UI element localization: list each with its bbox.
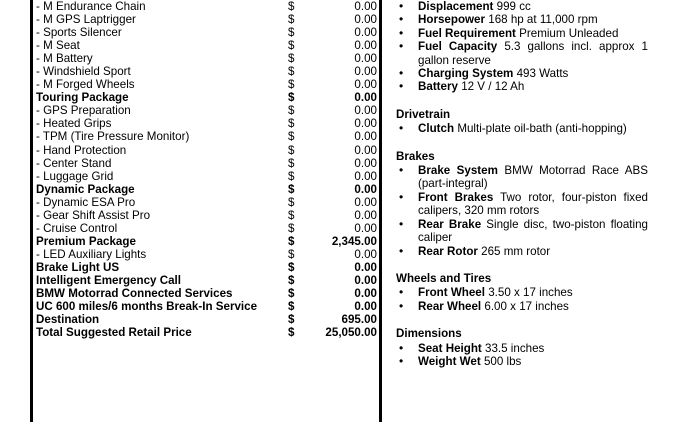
spec-value: BMW Motorrad Race ABS (part-integral)	[418, 164, 648, 191]
price-row	[36, 300, 378, 313]
bullet-icon: •	[399, 39, 404, 54]
spec-item	[396, 286, 648, 299]
item-name: Dynamic Package	[36, 182, 135, 196]
spec-item	[396, 40, 648, 67]
item-name: UC 600 miles/6 months Break-In Service	[36, 300, 258, 314]
spec-label: Battery	[418, 80, 458, 94]
spec-item	[396, 191, 648, 218]
item-amount: 0.00	[354, 273, 377, 287]
spec-label: Fuel Capacity	[418, 40, 498, 54]
price-row	[36, 222, 378, 235]
spec-value: 3.50 x 17 inches	[488, 286, 573, 300]
spec-item	[396, 122, 648, 135]
item-name: - GPS Preparation	[36, 104, 131, 118]
bullet-icon: •	[399, 340, 404, 355]
item-amount: 0.00	[354, 247, 377, 261]
spec-value: 168 hp at 11,000 rpm	[488, 13, 598, 27]
bullet-icon: •	[399, 12, 404, 27]
spec-value: Single disc, two-piston floating caliper	[418, 217, 648, 245]
item-name: - TPM (Tire Pressure Monitor)	[36, 130, 190, 144]
item-name: Intelligent Emergency Call	[36, 273, 181, 287]
currency-symbol: $	[288, 221, 295, 235]
item-amount: 0.00	[354, 104, 377, 118]
bullet-icon: •	[399, 79, 404, 94]
item-amount: 0.00	[354, 287, 377, 301]
spec-item	[396, 67, 648, 80]
spec-value: 12 V / 12 Ah	[461, 80, 525, 94]
spec-label: Weight Wet	[418, 354, 481, 368]
item-amount: 0.00	[354, 260, 377, 274]
price-row	[36, 287, 378, 300]
item-name: - Luggage Grid	[36, 169, 114, 183]
bullet-icon: •	[399, 243, 404, 258]
currency-symbol: $	[288, 156, 295, 170]
item-amount: 0.00	[354, 221, 377, 235]
bullet-icon: •	[399, 0, 404, 13]
spec-value: 6.00 x 17 inches	[484, 299, 569, 313]
bullet-icon: •	[399, 285, 404, 300]
price-row	[36, 52, 378, 65]
item-amount: 0.00	[354, 39, 377, 53]
price-row	[36, 13, 378, 26]
item-name: Premium Package	[36, 234, 136, 248]
currency-symbol: $	[288, 287, 295, 301]
price-row	[36, 248, 378, 261]
item-amount: 0.00	[354, 300, 377, 314]
item-name: - Gear Shift Assist Pro	[36, 208, 151, 222]
item-name: - M GPS Laptrigger	[36, 13, 136, 27]
left-border-line	[30, 0, 33, 422]
price-row	[36, 157, 378, 170]
item-amount: 0.00	[354, 143, 377, 157]
price-row	[36, 0, 378, 13]
price-row	[36, 183, 378, 196]
currency-symbol: $	[288, 78, 295, 92]
spec-value: 500 lbs	[483, 354, 522, 368]
price-row	[36, 144, 378, 157]
price-row	[36, 274, 378, 287]
spec-item	[396, 218, 648, 245]
specifications-column	[396, 0, 648, 368]
currency-symbol: $	[288, 65, 295, 79]
price-row	[36, 117, 378, 130]
price-row	[36, 261, 378, 274]
spec-label: Rear Rotor	[418, 244, 478, 258]
price-row	[36, 209, 378, 222]
price-row	[36, 26, 378, 39]
item-name: - Sports Silencer	[36, 26, 122, 40]
price-row	[36, 313, 378, 326]
bullet-icon: •	[399, 189, 404, 204]
spec-item	[396, 300, 648, 313]
spec-value: 265 mm rotor	[481, 244, 551, 258]
currency-symbol: $	[288, 169, 295, 183]
spec-label: Front Wheel	[418, 286, 485, 300]
currency-symbol: $	[288, 117, 295, 131]
spec-value: Two rotor, four-piston fixed calipers, 320 mm rotors	[418, 190, 648, 218]
spec-label: Front Brakes	[418, 190, 494, 204]
section-title: Wheels and Tires	[396, 271, 492, 285]
spec-item	[396, 0, 648, 13]
item-name: - Hand Protection	[36, 143, 127, 157]
bullet-icon: •	[399, 216, 404, 231]
item-name: Touring Package	[36, 91, 129, 105]
spec-label: Clutch	[418, 122, 455, 136]
item-amount: 0.00	[354, 78, 377, 92]
price-row	[36, 91, 378, 104]
price-row	[36, 235, 378, 248]
spec-value: 999 cc	[496, 0, 531, 13]
price-row	[36, 170, 378, 183]
price-row	[36, 104, 378, 117]
spec-label: Rear Brake	[418, 217, 482, 231]
spec-value: Premium Unleaded	[519, 26, 619, 40]
spec-item	[396, 80, 648, 93]
spec-item	[396, 164, 648, 191]
item-name: - M Seat	[36, 39, 80, 53]
item-name: - Windshield Sport	[36, 65, 131, 79]
price-row	[36, 130, 378, 143]
item-name: - M Endurance Chain	[36, 0, 146, 13]
spec-item	[396, 342, 648, 355]
item-amount: 0.00	[354, 117, 377, 131]
currency-symbol: $	[288, 52, 295, 66]
currency-symbol: $	[288, 300, 295, 314]
spec-label: Brake System	[418, 164, 498, 178]
currency-symbol: $	[288, 313, 295, 327]
section-title: Brakes	[396, 149, 435, 163]
currency-symbol: $	[288, 260, 295, 274]
total-row	[36, 326, 378, 339]
currency-symbol: $	[288, 195, 295, 209]
item-amount: 0.00	[354, 208, 377, 222]
item-name: - LED Auxiliary Lights	[36, 247, 147, 261]
spec-label: Rear Wheel	[418, 299, 482, 313]
price-row	[36, 39, 378, 52]
spec-value: 5.3 gallons incl. approx 1 gallon reserve	[418, 40, 648, 67]
item-amount: 0.00	[354, 52, 377, 66]
spec-item	[396, 13, 648, 26]
bullet-icon: •	[399, 298, 404, 313]
spec-label: Seat Height	[418, 341, 482, 355]
currency-symbol: $	[288, 13, 295, 27]
item-name: - Heated Grips	[36, 117, 112, 131]
item-amount: 0.00	[354, 65, 377, 79]
spec-label: Fuel Requirement	[418, 26, 516, 40]
item-amount: 0.00	[354, 156, 377, 170]
item-name: - Cruise Control	[36, 221, 118, 235]
item-amount: 0.00	[354, 182, 377, 196]
item-name: BMW Motorrad Connected Services	[36, 287, 233, 301]
bullet-icon: •	[399, 121, 404, 136]
bullet-icon: •	[399, 163, 404, 178]
item-amount: 0.00	[354, 169, 377, 183]
bullet-icon: •	[399, 353, 404, 368]
spec-label: Displacement	[418, 0, 494, 13]
currency-symbol: $	[288, 234, 295, 248]
item-amount: 0.00	[354, 130, 377, 144]
section-title: Dimensions	[396, 327, 462, 341]
item-amount: 2,345.00	[331, 234, 377, 248]
bullet-icon: •	[399, 25, 404, 40]
spec-value: Multi-plate oil-bath (anti-hopping)	[457, 122, 627, 136]
currency-symbol: $	[288, 273, 295, 287]
spec-label: Charging System	[418, 67, 514, 81]
item-amount: 0.00	[354, 91, 377, 105]
currency-symbol: $	[288, 326, 295, 340]
item-amount: 695.00	[341, 313, 377, 327]
item-name: Brake Light US	[36, 260, 120, 274]
spec-value: 493 Watts	[516, 67, 569, 81]
currency-symbol: $	[288, 0, 295, 13]
spec-item	[396, 355, 648, 368]
price-row	[36, 65, 378, 78]
item-name: Destination	[36, 313, 100, 327]
item-name: - M Battery	[36, 52, 93, 66]
currency-symbol: $	[288, 208, 295, 222]
currency-symbol: $	[288, 182, 295, 196]
spec-value: 33.5 inches	[485, 341, 545, 355]
price-list-table	[36, 0, 378, 339]
currency-symbol: $	[288, 26, 295, 40]
item-name: Total Suggested Retail Price	[36, 326, 192, 340]
spec-label: Horsepower	[418, 13, 486, 27]
section-title: Drivetrain	[396, 107, 451, 121]
currency-symbol: $	[288, 39, 295, 53]
currency-symbol: $	[288, 91, 295, 105]
price-row	[36, 78, 378, 91]
column-divider-line	[379, 0, 382, 422]
item-amount: 25,050.00	[325, 326, 377, 340]
item-amount: 0.00	[354, 13, 377, 27]
currency-symbol: $	[288, 130, 295, 144]
item-name: - M Forged Wheels	[36, 78, 135, 92]
currency-symbol: $	[288, 104, 295, 118]
currency-symbol: $	[288, 247, 295, 261]
spec-item	[396, 27, 648, 40]
item-amount: 0.00	[354, 0, 377, 13]
currency-symbol: $	[288, 143, 295, 157]
bullet-icon: •	[399, 66, 404, 81]
item-amount: 0.00	[354, 195, 377, 209]
item-name: - Center Stand	[36, 156, 112, 170]
spec-item	[396, 245, 648, 258]
item-name: - Dynamic ESA Pro	[36, 195, 136, 209]
price-row	[36, 196, 378, 209]
item-amount: 0.00	[354, 26, 377, 40]
